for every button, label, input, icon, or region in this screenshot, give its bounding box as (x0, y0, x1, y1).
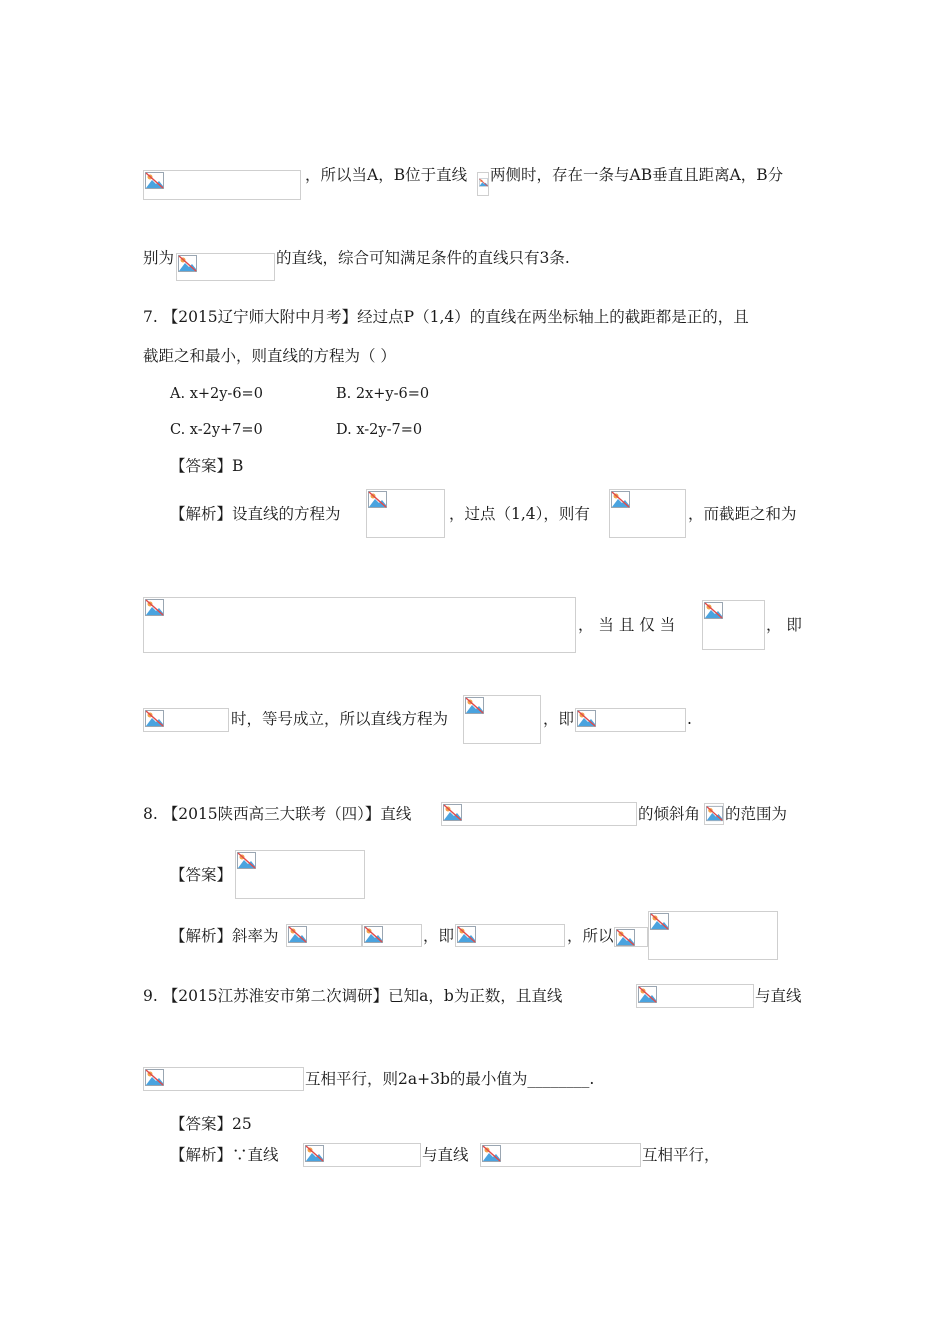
q7-answer: 【答案】B (170, 457, 244, 475)
q8-solution-b: ，即 (423, 927, 455, 945)
q7-solution-3b: ，即 (543, 710, 575, 728)
formula-image (441, 802, 637, 826)
broken-image-icon (145, 1069, 164, 1086)
broken-image-icon (368, 491, 387, 508)
formula-image (477, 172, 489, 196)
broken-image-icon (616, 929, 635, 946)
q8-solution-a: 【解析】斜率为 (170, 927, 279, 945)
broken-image-icon (305, 1145, 324, 1162)
broken-image-icon (706, 805, 723, 822)
formula-image (235, 850, 365, 899)
q7-solution-1c: ，而截距之和为 (688, 505, 797, 523)
broken-image-icon (145, 599, 164, 616)
q7-solution-1b: ，过点（1,4），则有 (449, 505, 590, 523)
q8-question-1a: 8. 【2015陕西高三大联考（四）】直线 (143, 805, 412, 823)
text-intro-1b: 两侧时，存在一条与AB垂直且距离A，B分 (490, 166, 784, 184)
q7-option-b: B. 2x+y-6=0 (336, 386, 430, 402)
q9-answer: 【答案】25 (170, 1115, 252, 1133)
formula-image (648, 911, 778, 960)
formula-image (143, 1067, 304, 1091)
q7-question-line1: 7. 【2015辽宁师大附中月考】经过点P（1,4）的直线在两坐标轴上的截距都是正的，且 (143, 308, 749, 326)
formula-image (143, 708, 229, 732)
formula-image (614, 927, 648, 947)
formula-image (303, 1143, 421, 1167)
broken-image-icon (465, 697, 484, 714)
formula-image (362, 924, 422, 947)
q7-option-a: A. x+2y-6=0 (170, 386, 263, 402)
q9-question-1b: 与直线 (755, 987, 802, 1005)
q7-solution-2a: ， 当 且 仅 当 (578, 616, 676, 634)
formula-image (286, 924, 362, 947)
formula-image (704, 803, 724, 825)
formula-image (636, 984, 754, 1008)
q7-solution-3c: . (687, 710, 692, 728)
q8-answer: 【答案】 (170, 866, 233, 884)
q7-solution-3a: 时，等号成立，所以直线方程为 (231, 710, 449, 728)
formula-image (575, 708, 686, 732)
formula-image (455, 924, 565, 947)
text-intro-2a: 别为 (143, 249, 175, 267)
broken-image-icon (237, 852, 256, 869)
broken-image-icon (364, 926, 383, 943)
formula-image (143, 170, 301, 200)
formula-image (480, 1143, 641, 1167)
q7-option-c: C. x-2y+7=0 (170, 422, 263, 438)
broken-image-icon (611, 491, 630, 508)
broken-image-icon (577, 710, 596, 727)
q7-question-line2: 截距之和最小，则直线的方程为（ ） (143, 347, 396, 365)
broken-image-icon (443, 804, 462, 821)
formula-image (609, 489, 686, 538)
q8-question-1b: 的倾斜角 (638, 805, 701, 823)
broken-image-icon (650, 913, 669, 930)
formula-image (176, 253, 275, 281)
text-intro-2b: 的直线，综合可知满足条件的直线只有3条. (276, 249, 570, 267)
q8-solution-c: ，所以 (567, 927, 614, 945)
broken-image-icon (145, 172, 164, 189)
q7-option-d: D. x-2y-7=0 (336, 422, 423, 438)
broken-image-icon (457, 926, 476, 943)
q9-question-1a: 9. 【2015江苏淮安市第二次调研】已知a，b为正数，且直线 (143, 987, 563, 1005)
formula-image (463, 695, 541, 744)
formula-image (702, 600, 765, 650)
q8-question-1c: 的范围为 (725, 805, 788, 823)
broken-image-icon (288, 926, 307, 943)
formula-image (366, 489, 445, 538)
text-intro-1a: ，所以当A，B位于直线 (305, 166, 468, 184)
q7-solution-1a: 【解析】设直线的方程为 (170, 505, 341, 523)
broken-image-icon (145, 710, 164, 727)
q9-question-2: 互相平行，则2a+3b的最小值为________. (305, 1070, 595, 1088)
q9-solution-b: 与直线 (422, 1146, 469, 1164)
broken-image-icon (178, 255, 197, 272)
formula-image (143, 597, 576, 653)
broken-image-icon (479, 174, 488, 191)
q9-solution-a: 【解析】∵直线 (170, 1146, 279, 1164)
broken-image-icon (704, 602, 723, 619)
q9-solution-c: 互相平行， (642, 1146, 720, 1164)
broken-image-icon (482, 1145, 501, 1162)
q7-solution-2b: ， 即 (766, 616, 802, 634)
broken-image-icon (638, 986, 657, 1003)
